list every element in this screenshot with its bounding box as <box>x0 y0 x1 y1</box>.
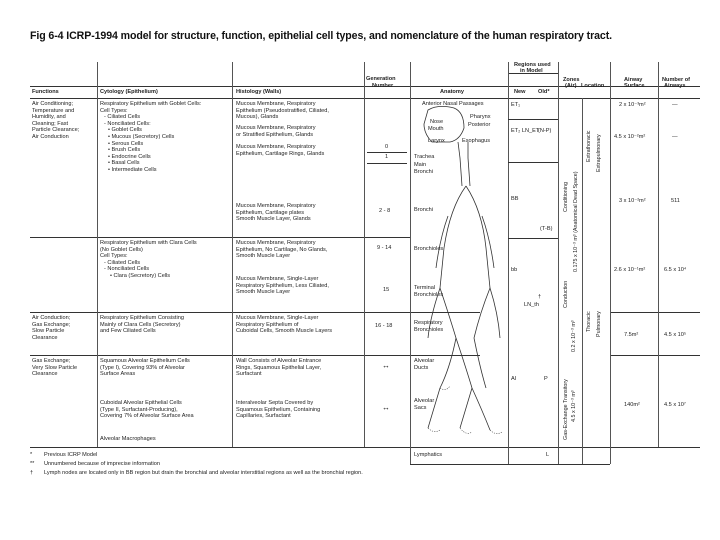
header-zones-2: (Air) <box>565 83 577 89</box>
surface-2: 4.5 x 10⁻²m² <box>614 134 646 140</box>
col-rule-5 <box>508 62 509 464</box>
surface-6: 140m² <box>624 402 640 408</box>
histology-1: Mucous Membrane, Respiratory Epithelium (Pseudostratified, Ciliated, Mucous), Glands <box>236 101 329 121</box>
anatomy-main-bronchi-1: Main <box>414 162 427 168</box>
anatomy-resp-1: Respiratory <box>414 320 443 326</box>
zone-conduction: Conduction <box>563 280 569 308</box>
region-rule-bb <box>508 162 558 163</box>
col-rule-8 <box>658 62 659 447</box>
header-functions: Functions <box>32 89 59 95</box>
anatomy-ducts-1: Alveolar <box>414 358 435 364</box>
cytology-clara: Respiratory Epithelium with Clara Cells (No Goblet Cells) Cell Types: - Ciliated Cells - Nonciliated Cells • Clara (Secretory) Cells <box>100 240 197 279</box>
region-bb: BB <box>511 196 519 202</box>
anatomy-posterior: Posterior <box>468 122 491 128</box>
histology-8: Wall Consists of Alveolar Entrance Rings, Squamous Epithelial Layer, Surfactant <box>236 358 322 378</box>
figure-title: Fig 6-4 ICRP-1994 model for structure, function, epithelial cell types, and nomenclature of the human respiratory tract. <box>30 30 612 42</box>
generation-2-8: 2 - 8 <box>379 208 391 214</box>
generation-9-14: 9 - 14 <box>377 245 392 251</box>
region-dagger: † <box>538 294 542 300</box>
alveolar-sacs-texture <box>428 386 502 434</box>
histology-2: Mucous Membrane, Respiratory or Stratified Epithelium, Glands <box>236 125 316 138</box>
anatomy-lymphatics: Lymphatics <box>414 452 443 458</box>
zone-gas-vol: 4.5 x 10⁻³ m³ <box>571 390 577 422</box>
cytology-alveolar-type2: Cuboidal Alveolar Epithelial Cells (Type II, Surfactant-Producing), Covering 7% of Alveolar Surface Area <box>100 400 194 420</box>
header-surface-2: Surface <box>624 83 645 89</box>
cytology-macrophages: Alveolar Macrophages <box>100 436 156 442</box>
surface-5: 7.5m² <box>624 332 639 338</box>
region-bb-small: bb <box>511 267 518 273</box>
histology-7: Mucous Membrane, Single-Layer Respiratory Epithelium of Cuboidal Cells, Smooth Muscle Layers <box>236 315 333 335</box>
generation-0: 0 <box>385 144 389 150</box>
surface-4: 2.6 x 10⁻¹m² <box>614 267 646 273</box>
anatomy-nasal: Anterior Nasal Passages <box>422 101 484 107</box>
footnote: ** Unnumbered because of imprecise information <box>30 461 160 467</box>
region-et1: ET₁ <box>511 102 521 108</box>
header-cytology: Cytology (Epithelium) <box>100 89 158 95</box>
zone-anatomical: 0.175 x 10⁻³ m³ (Anatomical Dead Space) <box>573 171 579 272</box>
anatomy-pharynx: Pharynx <box>470 114 491 120</box>
anatomy-nose: Nose <box>430 119 444 125</box>
row-rule-3b <box>610 355 700 356</box>
functions-lower: Gas Exchange; Very Slow Particle Clearance <box>32 358 78 378</box>
airways-3: 511 <box>671 198 680 204</box>
region-l: L <box>546 452 550 458</box>
region-tb: (T-B) <box>540 226 553 232</box>
region-rule-et <box>508 119 558 120</box>
generation-1: 1 <box>385 154 389 160</box>
header-regions-1: Regions used <box>514 62 551 68</box>
airways-4: 6.5 x 10⁴ <box>664 267 687 273</box>
airways-2: — <box>672 134 678 140</box>
bronchial-tree <box>428 186 500 338</box>
region-rule-bbs <box>508 238 558 239</box>
anatomy-larynx: Larynx <box>428 138 445 144</box>
footnote: † Lymph nodes are located only in BB region but drain the bronchial and alveolar interstitial regions as well as the bronchial region. <box>30 470 363 476</box>
table-bottom-rule <box>30 447 700 448</box>
surface-3: 3 x 10⁻²m² <box>619 198 646 204</box>
zone-transitory: Gas-Exchange Transitory <box>563 379 569 440</box>
histology-9: Interalveolar Septa Covered by Squamous Epithelium, Containing Capillaries, Surfactant <box>236 400 321 420</box>
generation-rule-b <box>367 163 407 164</box>
region-np: (N-P) <box>538 128 552 134</box>
functions-mid: Air Conduction; Gas Exchange; Slow Particle Clearance <box>32 315 71 341</box>
anatomy-bronchi: Bronchi <box>414 207 433 213</box>
location-thoracic: Thoracic <box>586 311 592 332</box>
header-generation-2: Number <box>372 83 394 89</box>
histology-5: Mucous Membrane, Respiratory Epithelium, No Cartilage, No Glands, Smooth Muscle Layer <box>236 240 328 260</box>
region-ln-th: LN_th <box>524 302 539 308</box>
footnotes <box>30 451 363 478</box>
trachea-outline <box>458 142 470 186</box>
anatomy-ducts-2: Ducts <box>414 365 429 371</box>
histology-6: Mucous Membrane, Single-Layer Respiratory Epithelium, Less Ciliated, Smooth Muscle Layer <box>236 276 329 296</box>
col-rule-2 <box>232 62 233 447</box>
functions-upper: Air Conditioning; Temperature and Humidity, and Cleaning; Fast Particle Clearance; Air Conduction <box>32 101 80 140</box>
zone-rule <box>582 98 583 464</box>
header-regions-new: New <box>514 89 526 95</box>
anatomy-main-bronchi-2: Bronchi <box>414 169 433 175</box>
generation-16-18: 16 - 18 <box>375 323 393 329</box>
header-location: Location <box>581 83 605 89</box>
location-extrapulmonary: Extrapulmonary <box>596 134 602 172</box>
header-surface-1: Airway <box>624 77 643 83</box>
surface-1: 2 x 10⁻³m² <box>619 102 646 108</box>
anatomy-mouth: Mouth <box>428 126 444 132</box>
airways-1: — <box>672 102 678 108</box>
region-et2: ET₂ LN_ET <box>511 128 540 134</box>
anatomy-terminal-2: Bronchioles <box>414 292 444 298</box>
anatomy-esophagus: Esophagus <box>462 138 490 144</box>
header-anatomy: Anatomy <box>440 89 464 95</box>
col-rule-1 <box>97 62 98 447</box>
anatomy-resp-2: Bronchioles <box>414 327 444 333</box>
header-airways-2: Airways <box>664 83 686 89</box>
col-rule-3 <box>364 62 365 447</box>
respiratory-table <box>30 62 700 464</box>
col-rule-7 <box>610 62 611 464</box>
location-pulmonary: Pulmonary <box>596 311 602 337</box>
zone-transitory-vol: 0.2 x 10⁻³ m³ <box>571 320 577 352</box>
header-histology: Histology (Walls) <box>236 89 282 95</box>
cytology-goblet: Respiratory Epithelium with Goblet Cells: Cell Types: - Ciliated Cells - Nonciliated Cells: • Goblet Cells • Mucous (Secretory) Cells • Serous Cells • Brush Cells • Endocrine Cells • Basal Cells • Intermediate Cells <box>100 101 202 173</box>
generation-ducts: ↔ <box>382 361 390 370</box>
zone-conditioning: Conditioning <box>563 182 569 212</box>
row-rule-2b <box>610 312 700 313</box>
anatomy-sacs-2: Sacs <box>414 405 427 411</box>
header-airways-1: Number of <box>662 77 690 83</box>
header-zones-1: Zones <box>563 77 580 83</box>
anatomy-terminal-1: Terminal <box>414 285 436 291</box>
location-extrathoracic: Extrathoracic <box>586 130 592 162</box>
anatomy-sacs-1: Alveolar <box>414 398 435 404</box>
row-rule-1 <box>30 237 410 238</box>
header-generation-1: Generation <box>366 76 396 82</box>
generation-15: 15 <box>383 287 390 293</box>
col-rule-6 <box>558 62 559 464</box>
header-regions-old: Old* <box>538 89 550 95</box>
cytology-respiratory: Respiratory Epithelium Consisting Mainly of Clara Cells (Secretory) and Few Ciliated Cells <box>100 315 184 335</box>
region-p: P <box>544 376 548 382</box>
footnote: * Previous ICRP Model <box>30 452 98 458</box>
airways-6: 4.5 x 10⁷ <box>664 402 686 408</box>
header-regions-2: in Model <box>520 68 543 74</box>
header-bottom-rule <box>30 98 700 99</box>
respiratory-tract-illustration <box>410 98 508 448</box>
anatomy-trachea: Trachea <box>414 154 435 160</box>
lymphatics-rule <box>410 464 610 465</box>
generation-rule-a <box>367 152 407 153</box>
generation-sacs: ↔ <box>382 403 390 412</box>
histology-4: Mucous Membrane, Respiratory Epithelium, Cartilage plates Smooth Muscle Layer, Glands <box>236 203 316 223</box>
histology-3: Mucous Membrane, Respiratory Epithelium, Cartilage Rings, Glands <box>236 144 325 157</box>
anatomy-bronchioles: Bronchioles <box>414 246 444 252</box>
region-ai: AI <box>511 376 517 382</box>
cytology-alveolar-type1: Squamous Alveolar Epithelium Cells (Type I), Covering 93% of Alveolar Surface Areas <box>100 358 190 378</box>
alveolar-branches <box>428 338 490 430</box>
airways-5: 4.5 x 10⁵ <box>664 332 687 338</box>
